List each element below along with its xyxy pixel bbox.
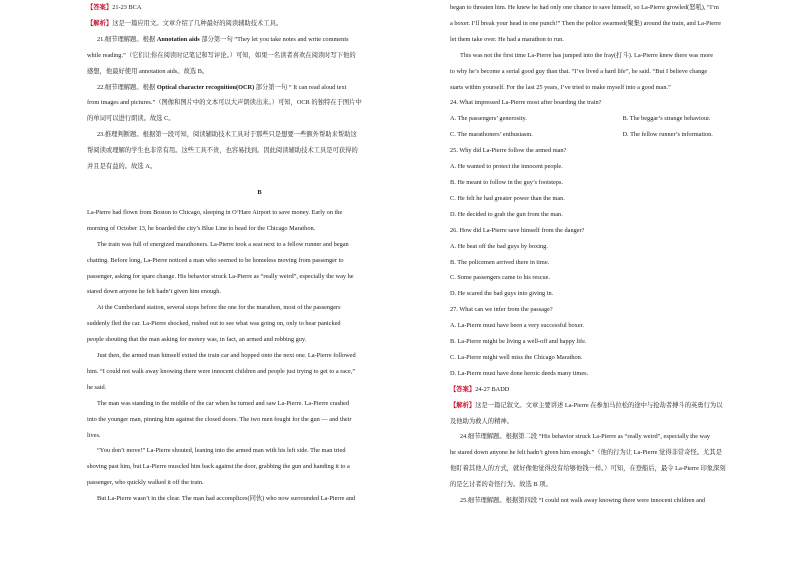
option: A. He beat off the bad guys by boxing. (450, 242, 548, 250)
passage-line: La-Pierre had flown from Boston to Chicago, sleeping in O’Hare Airport to save money. Early on the (87, 208, 343, 216)
option: B. La-Pierre might be living a well-off and happy life. (450, 338, 587, 346)
analysis-text: 这是一篇应用文。文章介绍了几种最好的阅读辅助技术工具。 (112, 19, 283, 27)
option: A. He wanted to protect the innocent people. (450, 163, 563, 171)
answer-line-1 (87, 0, 432, 16)
answer-tag: 【答案】 (450, 385, 476, 393)
option: B. He meant to follow in the guy’s footsteps. (450, 178, 563, 186)
passage-line: stared down anyone he felt hadn’t given him enough. (87, 288, 222, 296)
answer-value: 21-23 BCA (112, 4, 142, 11)
q24-options-row-2 (450, 127, 794, 143)
a25-explanation-l1: 25.细节理解题。根据第四段 “I could not walk away knowing there were innocent children and (460, 497, 706, 505)
section-heading-b: B (257, 188, 262, 196)
a24-explanation-l1: 24.细节理解题。根据第二段 “His behavior struck La-Pierre as “really weird”, especially the way (460, 433, 711, 441)
text-span: 部分第一句 “They let you take notes and write comments (199, 35, 349, 43)
option: D. He scared the bad guys into giving in. (450, 290, 554, 298)
passage-line: But La-Pierre wasn’t in the clear. The man had accomplices(同伙) who now surrounded La-Pierre and (97, 495, 356, 503)
q22-explanation-l2: from images and pictures.”（图像和图片中的文本可以大声朗读出来。）可知，OCR 的独特在于图片中 (87, 99, 362, 107)
passage-line: passenger, who quickly walked it off the train. (87, 479, 204, 487)
passage-line: Just then, the armed man himself exited the train car and hopped onto the next one. La-Pierre followed (97, 352, 356, 360)
text-span: 21.细节理解题。根据 (97, 35, 157, 43)
question-26: 26. How did La-Pierre save himself from the danger? (450, 226, 585, 234)
q22-explanation-l1 (87, 80, 432, 96)
passage-line: chatting. Before long, La-Pierre noticed a man who seemed to be homeless moving from passenger to (87, 256, 344, 264)
passage-line: him. “I could not walk away knowing there were innocent children and people just trying to get to a race,” (87, 367, 356, 375)
passage-line: let them take over. He had a marathon to run. (450, 35, 564, 43)
option: C. He felt he had greater power than the man. (450, 194, 565, 202)
passage-line: morning of October 13, he boarded the city’s Blue Line to head for the Chicago Marathon. (87, 224, 316, 232)
analysis-tag: 【解析】 (87, 19, 113, 27)
analysis-line-2b: 及他助为救人的精神。 (450, 417, 513, 425)
right-column (450, 0, 794, 509)
passage-line: began to threaten him. He knew he had only one chance to save himself, so La-Pierre growled(怒吼), “I’m (450, 4, 719, 11)
answer-line-2 (450, 382, 794, 398)
passage-line: to why he’s become a serial good guy than that. “I’ve lived a hard life”, he said. “But I believe change (450, 67, 708, 75)
option: D. The fellow runner’s information. (622, 131, 713, 139)
passage-line: starts within yourself. For the last 25 years, I’ve tried to make myself into a good man.” (450, 83, 671, 91)
q24-options-row-1 (450, 111, 794, 127)
option: D. La-Pierre must have done heroic deeds many times. (450, 369, 589, 377)
text-span: 22.细节理解题。根据 (97, 83, 157, 91)
option: C. Some passengers came to his rescue. (450, 274, 551, 282)
left-column (87, 0, 432, 507)
passage-line: shoving past him, but La-Pierre muscled him back against the door, grabbing the gun and handing it to a (87, 463, 350, 471)
option: C. The marathoners’ enthusiasm. (450, 131, 533, 139)
bold-term: Annotation aids (156, 35, 200, 43)
passage-line: This was not the first time La-Pierre has jumped into the fray(打斗). La-Pierre knew there was more (460, 51, 714, 59)
option: A. The passengers’ generosity. (450, 115, 527, 123)
passage-line: suddenly fled the car. La-Pierre shocked, rushed out to see what was going on, only to hear panicked (87, 320, 341, 328)
text-span: 部分第一句 “ It can read aloud text (254, 83, 347, 91)
q21-explanation-l2: while reading.”（它们让你在阅读时记笔记和写评论。）可知，如果一名读者喜欢在阅读时写下他的 (87, 51, 356, 59)
analysis-text: 这是一篇记叙文。文章主要讲述 La-Pierre 在参加马拉松的途中与抢劫者搏斗的英勇行为以 (475, 401, 723, 409)
q21-explanation-l3: 感想，他最好使用 annotation aids。故选 B。 (87, 67, 209, 75)
analysis-line-2 (450, 398, 794, 414)
a24-explanation-l3: 他盯着其他人的方式，就好像他觉得没有给够他钱一样。）可知，在登船后，最令 La-Pierre 印象深刻 (450, 465, 726, 473)
passage-line: “You don’t move!” La-Pierre shouted, leaning into the armed man with his left side. The man tried (97, 447, 346, 455)
option: A. La-Pierre must have been a very successful boxer. (450, 322, 584, 330)
question-25: 25. Why did La-Pierre follow the armed man? (450, 147, 567, 155)
q22-explanation-l3: 的单词可以进行朗读。故选 C。 (87, 115, 175, 123)
answer-value: 24-27 BADD (475, 385, 510, 393)
q23-explanation-l1: 23.推理判断题。根据第一段可知，阅读辅助技术工具对于那些只是想要一些额外帮助来帮助这 (97, 131, 357, 139)
bold-term: Optical character recognition(OCR) (156, 83, 255, 91)
question-27: 27. What can we infer from the passage? (450, 306, 553, 314)
a24-explanation-l4: 的是乞讨者的奇怪行为。故选 B 项。 (450, 481, 552, 489)
analysis-line-1 (87, 16, 432, 32)
passage-line: into the younger man, pinning him against the closed doors. The two men fought for the gun — and their (87, 415, 352, 423)
passage-line: The train was full of energized marathoners. La-Pierre took a seat next to a fellow runner and began (97, 240, 349, 248)
passage-line: he said. (87, 383, 107, 391)
passage-line: lives. (87, 431, 101, 439)
passage-line: passenger, asking for spare change. His behavior struck La-Pierre as “really weird”, especially the way he (87, 272, 354, 280)
q21-explanation-l1 (87, 32, 432, 48)
passage-line: a boxer. I’ll break your head in one punch!” Then the police swarmed(聚集) around the train, and La-Pierre (450, 19, 722, 27)
option: B. The policemen arrived there in time. (450, 258, 550, 266)
q23-explanation-l2: 帮阅读或理解的学生也非常有用。这些工具不贵，也容易找到。因此阅读辅助技术工具是可获得的 (87, 147, 358, 155)
question-24: 24. What impressed La-Pierre most after boarding the train? (450, 99, 602, 107)
passage-line: people shouting that the man asking for money was, in fact, an armed and robbing guy. (87, 336, 307, 344)
q23-explanation-l3: 并且是有益的。故选 A。 (87, 163, 157, 171)
option: D. He decided to grab the gun from the man. (450, 210, 563, 218)
option: C. La-Pierre might well miss the Chicago Marathon. (450, 353, 583, 361)
analysis-tag: 【解析】 (450, 401, 476, 409)
answer-tag: 【答案】 (87, 4, 113, 11)
option: B. The beggar’s strange behaviour. (622, 115, 711, 123)
passage-line: The man was standing in the middle of the car when he turned and saw La-Pierre. La-Pierre crashed (97, 399, 350, 407)
a24-explanation-l2: he stared down anyone he felt hadn’t given him enough.”（他的行为让 La-Pierre 觉得非常奇怪。尤其是 (450, 449, 722, 457)
passage-line: At the Cumberland station, several stops before the one for the marathon, most of the passengers (97, 304, 341, 312)
